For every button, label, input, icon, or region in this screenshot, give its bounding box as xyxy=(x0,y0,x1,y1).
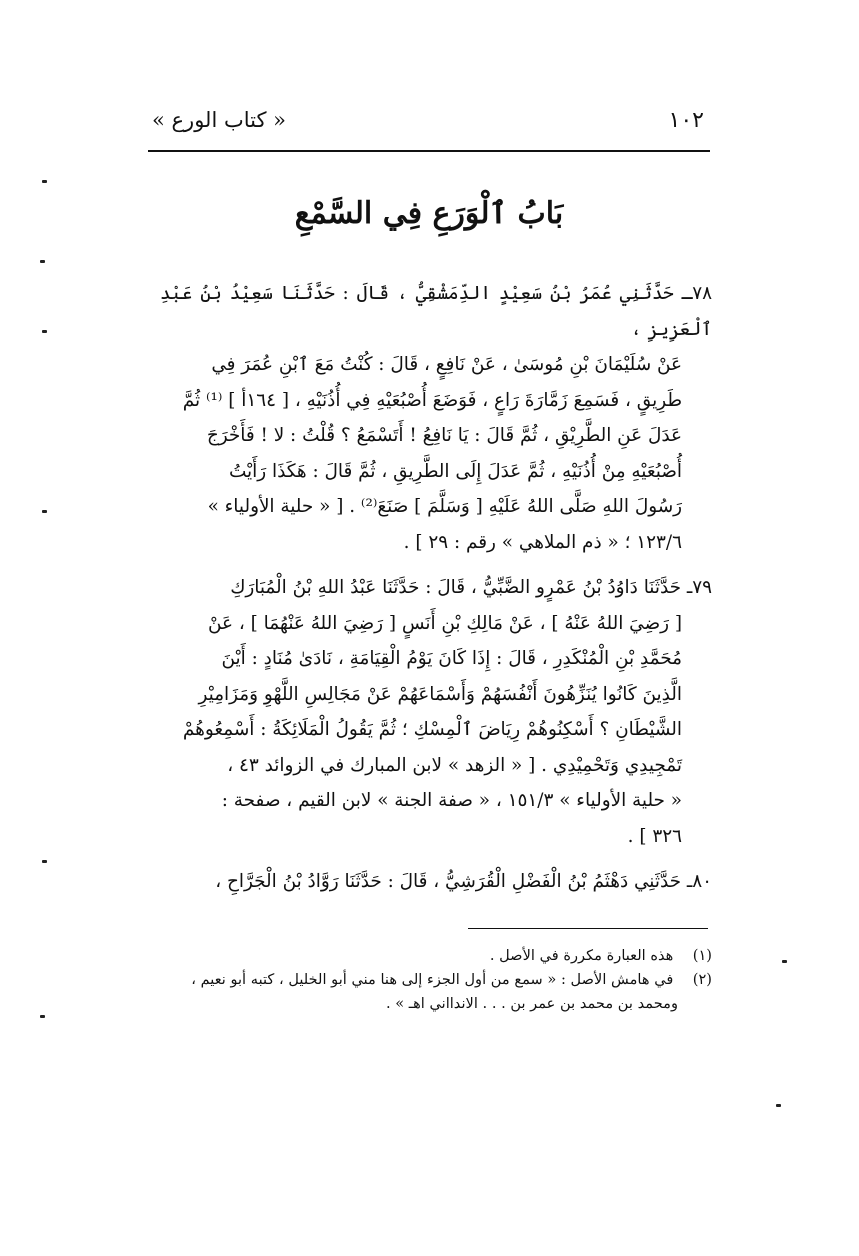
text-line: ٧٨ـ حَدَّثَنِي عُمَرُ بْنُ سَعِيْدٍ الدِّمَشْقِيُّ ، قَالَ : حَدَّثَنَا سَعِيْدُ بْنُ عَبْدِ ٱلْعَزِيزِ ، xyxy=(160,283,712,340)
text-line: تَمْجِيدِي وَتَحْمِيْدِي . [ « الزهد » لابن المبارك في الزوائد ٤٣ ، xyxy=(227,754,682,776)
chapter-title: بَابُ ٱلْوَرَعِ فِي السَّمْعِ xyxy=(294,196,564,231)
scan-speck xyxy=(782,960,787,963)
page-number: ١٠٢ xyxy=(668,108,704,133)
text-line: ٧٩ـ حَدَّثَنَا دَاوُدُ بْنُ عَمْرٍو الضَّبِّيُّ ، قَالَ : حَدَّثَنَا عَبْدُ اللهِ بْنُ الْمُبَارَكِ xyxy=(230,577,712,598)
text-line: أُصْبُعَيْهِ مِنْ أُذُنَيْهِ ، ثُمَّ عَدَلَ إِلَى الطَّرِيقِ ، ثُمَّ قَالَ : هَكَذَا رَأَيْتُ xyxy=(229,460,682,482)
scan-speck xyxy=(40,260,45,263)
text-line: رَسُولَ اللهِ صَلَّى اللهُ عَلَيْهِ [ وَسَلَّمَ ] صَنَعَ⁽²⁾ . [ « حلية الأولياء » xyxy=(207,496,682,517)
scan-speck xyxy=(40,1015,45,1018)
hadith-entry-78 xyxy=(160,276,712,560)
footnote-text: في هامش الأصل : « سمع من أول الجزء إلى هنا مني أبو الخليل ، كتبه أبو نعيم ، xyxy=(191,971,674,988)
header-divider xyxy=(148,150,710,152)
text-line: ١٢٣/٦ ؛ « ذم الملاهي » رقم : ٢٩ ] . xyxy=(403,531,682,553)
hadith-entry-79 xyxy=(160,570,712,854)
footnote-divider xyxy=(468,928,708,929)
scan-speck xyxy=(42,180,47,183)
text-line: عَنْ سُلَيْمَانَ بْنِ مُوسَىٰ ، عَنْ نَافِعٍ ، قَالَ : كُنْتُ مَعَ ٱبْنِ عُمَرَ فِي xyxy=(211,354,682,375)
text-line: الَّذِينَ كَانُوا يُنَزِّهُونَ أَنْفُسَهُمْ وَأَسْمَاعَهُمْ عَنْ مَجَالِسِ اللَّهْوِ وَمَزَامِيْرِ xyxy=(198,683,682,705)
scan-speck xyxy=(42,860,47,863)
footnote-1 xyxy=(180,944,712,968)
text-line: طَرِيقٍ ، فَسَمِعَ زَمَّارَةَ رَاعٍ ، فَوَضَعَ أُصْبُعَيْهِ فِي أُذُنَيْهِ ، [ ١٦٤أ ] ⁽¹⁾ ثُمَّ xyxy=(182,389,682,411)
scan-speck xyxy=(42,510,47,513)
text-line: مُحَمَّدِ بْنِ الْمُنْكَدِرِ ، قَالَ : إِذَا كَانَ يَوْمُ الْقِيَامَةِ ، نَادَىٰ مُنَادٍ : أَيْنَ xyxy=(221,648,682,669)
text-line: عَدَلَ عَنِ الطَّرِيْقِ ، ثُمَّ قَالَ : يَا نَافِعُ ! أَتَسْمَعُ ؟ قُلْتُ : لا ! فَأَخْرَجَ xyxy=(206,425,682,446)
page-header xyxy=(148,96,710,146)
footnotes xyxy=(180,944,712,1016)
scan-speck xyxy=(776,1104,781,1107)
footnote-number: (٢) xyxy=(692,971,712,988)
text-line: « حلية الأولياء » ١٥١/٣ ، « صفة الجنة » لابن القيم ، صفحة : xyxy=(221,790,682,811)
hadith-entry-80 xyxy=(160,864,712,900)
main-text xyxy=(160,276,712,910)
footnote-2 xyxy=(180,968,712,1016)
running-book-title: « كتاب الورع » xyxy=(152,108,286,132)
text-line: ٣٢٦ ] . xyxy=(627,825,682,847)
scan-speck xyxy=(42,330,47,333)
text-line: [ رَضِيَ اللهُ عَنْهُ ] ، عَنْ مَالِكِ بْنِ أَنَسٍ [ رَضِيَ اللهُ عَنْهُمَا ] ، عَنْ xyxy=(208,612,682,634)
footnote-text: هذه العبارة مكررة في الأصل . xyxy=(489,947,674,964)
footnote-text-continued: ومحمد بن محمد بن عمر بن . . . الاندااني اهـ » . xyxy=(385,995,678,1012)
footnote-number: (١) xyxy=(692,947,712,964)
text-line: ٨٠ـ حَدَّثَنِي دَهْثَمُ بْنُ الْفَضْلِ الْقُرَشِيُّ ، قَالَ : حَدَّثَنَا رَوَّادُ بْنُ الْجَرَّاحِ ، xyxy=(215,871,712,892)
text-line: الشَّيْطَانِ ؟ أَسْكِنُوهُمْ رِيَاضَ ٱلْمِسْكِ ؛ ثُمَّ يَقُولُ الْمَلَائِكَةُ : أَسْمِعُوهُمْ xyxy=(182,719,682,740)
